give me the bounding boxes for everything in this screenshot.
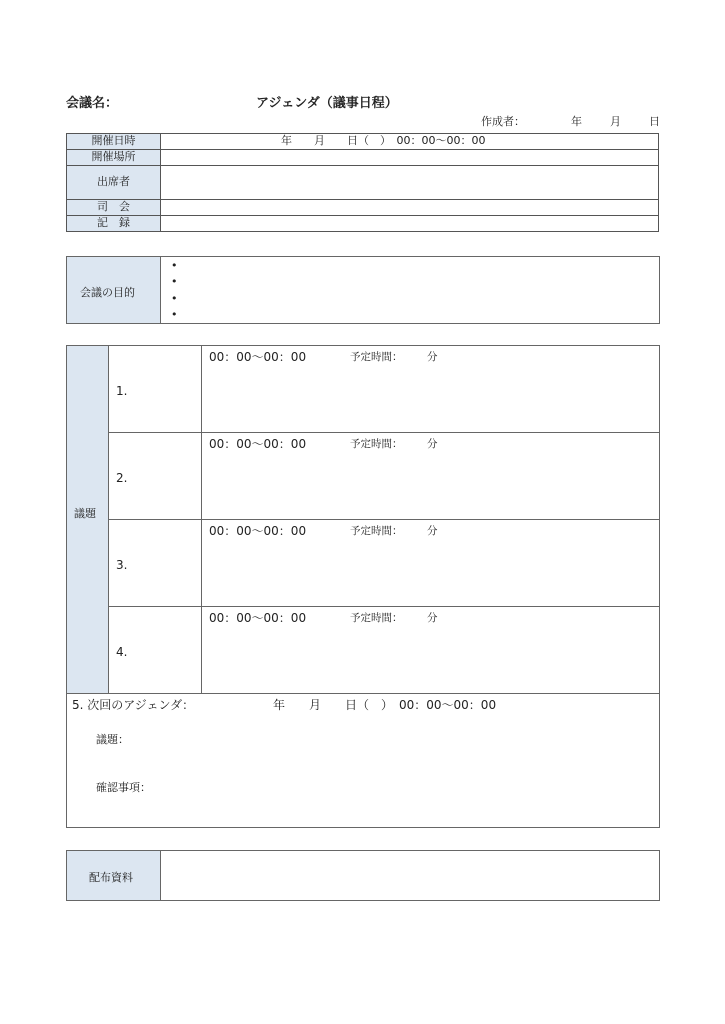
next-topic-label: 議題： [96,733,129,746]
date-value[interactable]: 年 月 日（ ） 00：00〜00：00 [161,134,659,150]
chair-value[interactable] [161,200,659,216]
meeting-name-label: 会議名： [66,96,119,111]
page-title: アジェンダ（議事日程） [256,96,398,111]
agenda-row-line [108,432,660,433]
agenda-item-number: 4. [116,645,128,659]
purpose-bullet: • [171,308,178,321]
author-day: 日 [649,115,660,128]
agenda-item-scheduled-label: 予定時間： [350,438,403,450]
purpose-divider [160,256,161,324]
author-year: 年 [571,115,582,128]
date-label: 開催日時 [67,134,161,150]
agenda-item-time[interactable]: 00：00〜00：00 [209,611,307,625]
agenda-item-time[interactable]: 00：00〜00：00 [209,437,307,451]
agenda-item-unit: 分 [427,612,438,624]
place-label: 開催場所 [67,150,161,166]
next-agenda-label: 5. 次回のアジェンダ： [72,698,195,712]
agenda-label: 議題 [74,507,96,520]
agenda-item-number: 1. [116,384,128,398]
agenda-item-scheduled-label: 予定時間： [350,351,403,363]
next-agenda-date[interactable]: 年 月 日（ ） 00：00〜00：00 [273,698,497,712]
materials-divider [160,850,161,901]
next-confirm-label: 確認事項： [96,781,151,794]
attendees-label: 出席者 [67,166,161,200]
agenda-item-scheduled-label: 予定時間： [350,612,403,624]
record-label: 記 録 [67,216,161,232]
purpose-bullet: • [171,292,178,305]
agenda-bottom-line [66,693,660,694]
chair-label: 司 会 [67,200,161,216]
attendees-value[interactable] [161,166,659,200]
agenda-item-time[interactable]: 00：00〜00：00 [209,350,307,364]
agenda-item-time[interactable]: 00：00〜00：00 [209,524,307,538]
record-value[interactable] [161,216,659,232]
agenda-item-scheduled-label: 予定時間： [350,525,403,537]
place-value[interactable] [161,150,659,166]
agenda-block [66,345,660,828]
agenda-row-line [108,519,660,520]
agenda-item-number: 3. [116,558,128,572]
agenda-row-line [108,606,660,607]
author-month: 月 [610,115,621,128]
purpose-bullet: • [171,259,178,272]
agenda-item-unit: 分 [427,438,438,450]
purpose-label: 会議の目的 [80,286,135,299]
agenda-item-number: 2. [116,471,128,485]
agenda-item-unit: 分 [427,351,438,363]
materials-label: 配布資料 [89,871,133,884]
meeting-info-table [66,133,659,232]
purpose-bullet: • [171,275,178,288]
author-label: 作成者： [481,115,525,128]
agenda-item-unit: 分 [427,525,438,537]
